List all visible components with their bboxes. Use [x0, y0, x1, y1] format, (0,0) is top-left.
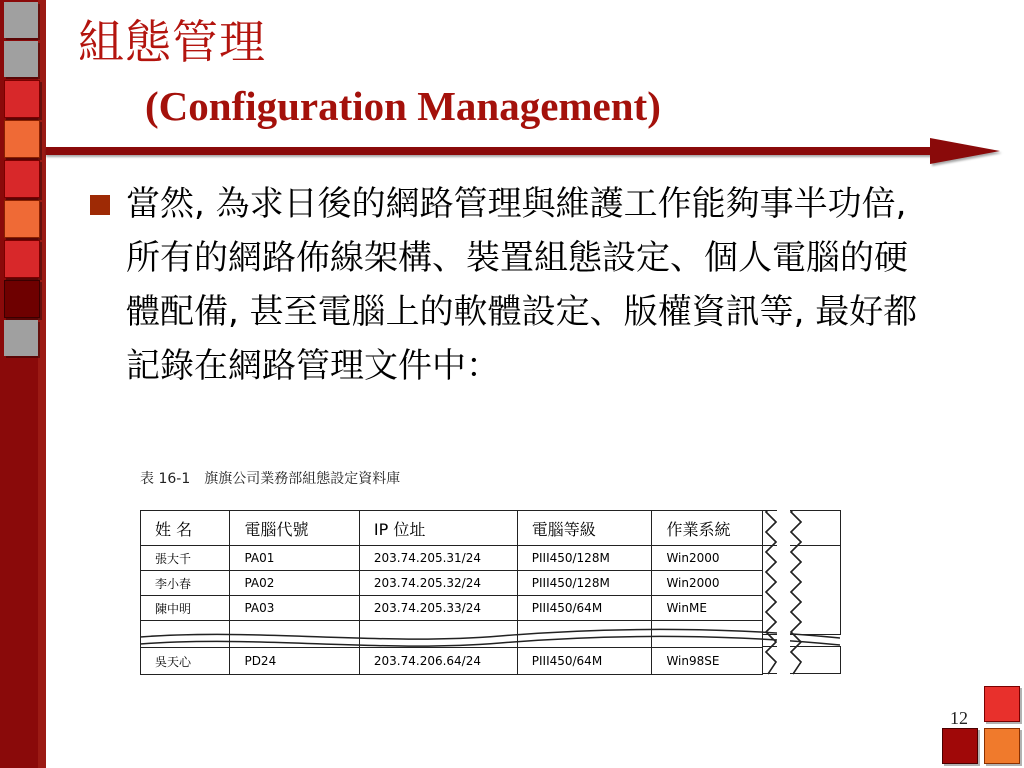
slide-title-chinese: 組態管理 — [78, 15, 266, 69]
cell-name: 張大千 — [141, 546, 230, 571]
header-grade: 電腦等級 — [517, 511, 652, 546]
left-sidebar-decoration — [0, 0, 46, 768]
cell-ip: 203.74.205.33/24 — [359, 596, 517, 621]
header-pc-id: 電腦代號 — [230, 511, 359, 546]
cell-ip: 203.74.205.32/24 — [359, 571, 517, 596]
table-caption: 表 16-1 旗旗公司業務部組態設定資料庫 — [140, 471, 401, 487]
cell-pc-id: PA02 — [230, 571, 359, 596]
bullet-paragraph: 當然, 為求日後的網路管理與維護工作能夠事半功倍, 所有的網路佈線架構、裝置組態設定、個人電腦的硬體配備, 甚至電腦上的軟體設定、版權資訊等, 最好都記錄在網路管理文件中： — [126, 184, 918, 386]
sidebar-square — [4, 200, 40, 238]
slide-title-english: (Configuration Management) — [145, 83, 661, 129]
config-table-figure — [140, 510, 840, 675]
cell-grade: PIII450/64M — [517, 596, 652, 621]
cell-os: Win2000 — [652, 571, 763, 596]
sidebar-square — [4, 240, 40, 278]
sidebar-square — [4, 280, 40, 318]
cell-grade: PIII450/128M — [517, 571, 652, 596]
corner-square — [942, 728, 978, 764]
header-ip: IP 位址 — [359, 511, 517, 546]
cell-ip: 203.74.206.64/24 — [359, 648, 517, 675]
sidebar-square — [4, 80, 40, 118]
sidebar-square — [4, 320, 38, 356]
sidebar-square — [4, 120, 40, 158]
title-underline-rule — [46, 147, 946, 155]
cell-pc-id: PA03 — [230, 596, 359, 621]
header-os: 作業系統 — [652, 511, 763, 546]
cell-pc-id: PD24 — [230, 648, 359, 675]
title-arrow-icon — [930, 138, 1000, 164]
table-break-marks — [140, 510, 840, 680]
cell-os: Win2000 — [652, 546, 763, 571]
cell-ip: 203.74.205.31/24 — [359, 546, 517, 571]
cell-grade: PIII450/64M — [517, 648, 652, 675]
corner-square — [984, 686, 1020, 722]
corner-square — [984, 728, 1020, 764]
sidebar-square — [4, 2, 38, 38]
cell-grade: PIII450/128M — [517, 546, 652, 571]
cell-name: 吳天心 — [141, 648, 230, 675]
cell-os: Win98SE — [652, 648, 763, 675]
header-name: 姓 名 — [141, 511, 230, 546]
sidebar-square — [4, 41, 38, 77]
page-number: 12 — [950, 708, 968, 728]
square-bullet-icon — [90, 195, 110, 215]
cell-pc-id: PA01 — [230, 546, 359, 571]
cell-os: WinME — [652, 596, 763, 621]
cell-name: 陳中明 — [141, 596, 230, 621]
cell-name: 李小春 — [141, 571, 230, 596]
sidebar-square — [4, 160, 40, 198]
